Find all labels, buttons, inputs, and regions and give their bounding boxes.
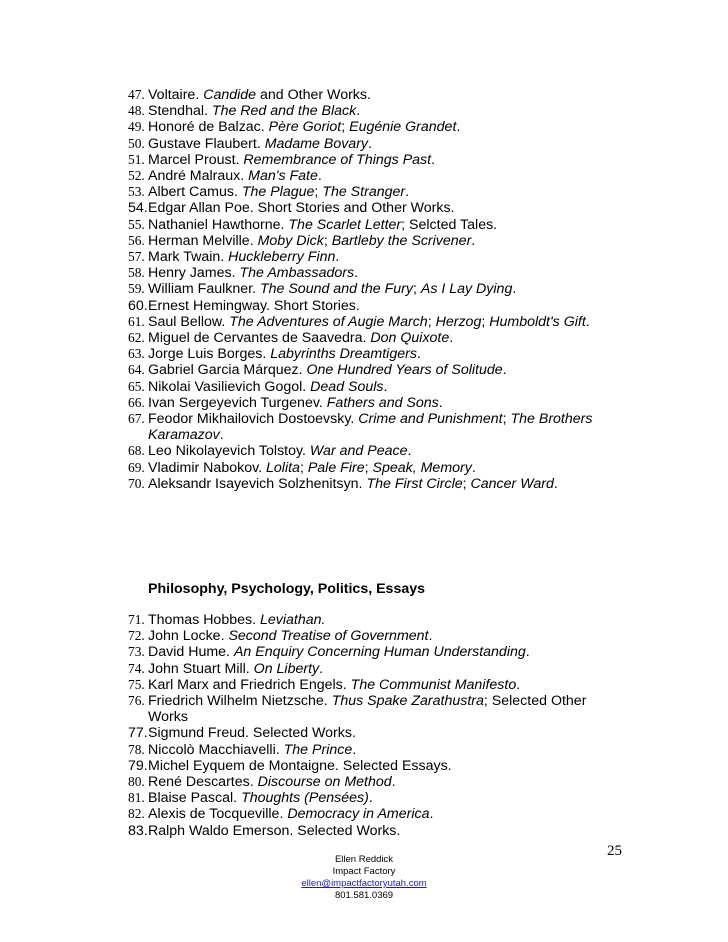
item-number: 53. <box>128 184 145 200</box>
item-text <box>148 460 476 476</box>
item-number: 50. <box>128 135 145 151</box>
item-text <box>148 612 325 628</box>
list-item <box>0 806 728 822</box>
item-text-segment: Miguel de Cervantes de Saavedra. <box>148 330 371 347</box>
list-item <box>0 103 728 119</box>
work-title: The Adventures of Augie March <box>229 313 428 330</box>
work-title: Fathers and Sons <box>326 394 439 411</box>
item-number: 60. <box>128 297 148 314</box>
work-title: Dead Souls <box>310 378 384 395</box>
item-number: 74. <box>128 660 145 676</box>
list-item <box>0 395 728 411</box>
item-text <box>148 693 586 725</box>
work-title: Democracy in America <box>287 806 430 823</box>
work-title: The Brothers Karamazov <box>148 411 593 444</box>
item-text-segment: René Descartes. <box>148 774 258 791</box>
item-text-segment: Honoré de Balzac. <box>148 119 269 136</box>
footer-name: Ellen Reddick <box>334 854 394 865</box>
item-text-segment: . <box>317 168 322 185</box>
item-number: 81. <box>128 790 145 806</box>
list-item <box>0 443 728 459</box>
item-text-segment: Niccolò Macchiavelli. <box>148 741 284 758</box>
item-number: 79. <box>128 757 148 774</box>
item-text-segment: Marcel Proust. <box>148 151 244 168</box>
item-text <box>148 644 530 660</box>
list-item <box>0 612 728 628</box>
item-number: 69. <box>128 459 145 475</box>
item-number: 80. <box>128 774 145 790</box>
list-item <box>0 87 728 103</box>
list-item <box>0 758 728 774</box>
list-item <box>0 644 728 660</box>
work-title: The Sound and the Fury <box>259 281 413 298</box>
item-text <box>148 249 339 265</box>
item-number: 73. <box>128 644 145 660</box>
work-title: The Ambassadors <box>239 265 355 282</box>
item-text-segment: Saul Bellow. <box>148 313 230 330</box>
list-item <box>0 217 728 233</box>
item-text <box>148 217 497 233</box>
work-title: The Red and the Black <box>211 103 357 120</box>
work-title: Second Treatise of Government <box>228 628 429 645</box>
list-item <box>0 152 728 168</box>
list-item <box>0 661 728 677</box>
item-text-segment: Albert Camus. <box>148 184 242 201</box>
item-text-segment: Leo Nikolayevich Tolstoy. <box>148 443 310 460</box>
work-title: An Enquiry Concerning Human Understanding <box>233 644 526 661</box>
work-title: Candide <box>203 87 257 103</box>
item-number: 76. <box>128 693 145 709</box>
item-text-segment: Thomas Hobbes. <box>148 612 260 628</box>
item-text-segment: Stendhal. <box>148 103 212 120</box>
work-title: Thoughts (Pensées) <box>241 790 369 807</box>
item-text <box>148 136 372 152</box>
item-text-segment: . <box>431 151 436 168</box>
item-text <box>148 661 323 677</box>
item-text <box>148 443 411 459</box>
footer <box>0 854 728 902</box>
item-text-segment: Aleksandr Isayevich Solzhenitsyn. <box>148 475 367 492</box>
work-title: Huckleberry Finn <box>228 249 336 266</box>
item-text-segment: . <box>456 119 461 136</box>
item-text-segment: Herman Melville. <box>148 232 258 249</box>
item-text-segment: Gustave Flaubert. <box>148 135 265 152</box>
item-text-segment: Nathaniel Hawthorne. <box>148 216 289 233</box>
list-item <box>0 265 728 281</box>
item-text <box>148 184 409 200</box>
item-number: 82. <box>128 806 145 822</box>
work-title: Cancer Ward <box>470 475 554 492</box>
item-text-segment: ; <box>364 459 373 476</box>
item-text <box>148 379 387 395</box>
item-text-segment: Gabriel Garcia Márquez. <box>148 362 307 379</box>
item-text <box>148 823 400 839</box>
list-item <box>0 628 728 644</box>
item-text <box>148 725 356 741</box>
item-text-segment: Feodor Mikhailovich Dostoevsky. <box>148 411 359 428</box>
item-number: 47. <box>128 87 145 102</box>
item-text-segment: Alexis de Tocqueville. <box>148 806 288 823</box>
item-text-segment: ; <box>462 475 471 492</box>
item-text-segment: ; Selected Other Works <box>148 693 587 726</box>
list-item <box>0 823 728 839</box>
item-text-segment: Henry James. <box>148 265 240 282</box>
list-item <box>0 379 728 395</box>
item-text-segment: . <box>319 660 324 677</box>
item-text-segment: ; <box>299 459 308 476</box>
item-text <box>148 411 592 443</box>
item-text-segment: Friedrich Wilhelm Nietzsche. <box>148 693 332 710</box>
item-text <box>148 119 460 135</box>
item-text-segment: . <box>525 644 530 661</box>
work-title: The Prince <box>283 741 353 758</box>
reading-list-literature <box>0 87 728 492</box>
list-item <box>0 200 728 216</box>
item-text <box>148 200 455 216</box>
work-title: Herzog <box>435 313 482 330</box>
list-item <box>0 136 728 152</box>
item-text <box>148 281 516 297</box>
item-text <box>148 265 358 281</box>
item-text-segment: . <box>428 628 433 645</box>
item-text <box>148 628 432 644</box>
work-title: Discourse on Method <box>257 774 392 791</box>
list-item <box>0 693 728 725</box>
item-text-segment: and Other Works. <box>256 87 371 103</box>
item-text-segment: Vladimir Nabokov. <box>148 459 267 476</box>
work-title: The Stranger <box>322 184 406 201</box>
work-title: The Plague <box>241 184 315 201</box>
item-text <box>148 774 396 790</box>
item-number: 75. <box>128 676 145 692</box>
item-number: 70. <box>128 475 145 491</box>
item-text <box>148 330 453 346</box>
item-text-segment: ; Selcted Tales. <box>401 216 498 233</box>
item-number: 77. <box>128 725 148 742</box>
item-number: 52. <box>128 168 145 184</box>
item-number: 71. <box>128 612 145 627</box>
work-title: Bartleby the Scrivener <box>331 232 472 249</box>
item-text-segment: Edgar Allan Poe. Short Stories and Other Works. <box>148 200 455 217</box>
work-title: One Hundred Years of Solitude <box>306 362 503 379</box>
section-heading: Philosophy, Psychology, Politics, Essays <box>148 581 426 597</box>
list-item <box>0 460 728 476</box>
item-text-segment: . <box>429 806 434 823</box>
item-number: 62. <box>128 330 145 346</box>
item-text-segment: . <box>449 330 454 347</box>
item-text-segment: . <box>368 790 373 807</box>
item-number: 49. <box>128 119 145 135</box>
work-title: Humboldt's Gift <box>489 313 586 330</box>
item-number: 61. <box>128 313 145 329</box>
item-text-segment: . <box>356 103 361 120</box>
list-item <box>0 362 728 378</box>
list-item <box>0 346 728 362</box>
work-title: War and Peace <box>309 443 408 460</box>
list-item <box>0 774 728 790</box>
work-title: Speak, Memory <box>372 459 472 476</box>
item-text <box>148 314 590 330</box>
item-text-segment: ; <box>314 184 323 201</box>
item-text-segment: Ernest Hemingway. Short Stories. <box>148 297 360 314</box>
item-text-segment: . <box>516 676 521 693</box>
footer-email-link[interactable]: ellen@impactfactoryutah.com <box>301 878 427 889</box>
item-text-segment: Voltaire. <box>148 87 204 103</box>
item-text-segment: Sigmund Freud. Selected Works. <box>148 725 356 742</box>
item-text-segment: Michel Eyquem de Montaigne. Selected Essays. <box>148 757 452 774</box>
item-text-segment: ; <box>502 411 511 428</box>
item-text <box>148 395 443 411</box>
work-title: The Communist Manifesto <box>350 676 517 693</box>
item-text-segment: Mark Twain. <box>148 249 229 266</box>
item-text-segment: ; <box>341 119 350 136</box>
work-title: Man's Fate <box>248 168 318 185</box>
item-text-segment: . <box>352 741 357 758</box>
item-text-segment: . <box>407 443 412 460</box>
item-text <box>148 346 421 362</box>
item-text-segment: David Hume. <box>148 644 234 661</box>
item-number: 68. <box>128 443 145 459</box>
reading-list-philosophy <box>0 612 728 839</box>
work-title: Don Quixote <box>370 330 450 347</box>
list-item <box>0 790 728 806</box>
work-title: On Liberty <box>253 660 320 677</box>
item-text <box>148 790 373 806</box>
item-number: 54. <box>128 200 148 217</box>
item-text-segment: . <box>219 427 224 444</box>
item-number: 57. <box>128 249 145 265</box>
item-text-segment: . <box>438 394 443 411</box>
item-text-segment: . <box>368 135 372 152</box>
list-item <box>0 742 728 758</box>
item-number: 56. <box>128 232 145 248</box>
work-title: Madame Bovary <box>264 135 369 152</box>
list-item <box>0 725 728 741</box>
list-item <box>0 298 728 314</box>
list-item <box>0 233 728 249</box>
item-text-segment: . <box>335 249 340 266</box>
item-text-segment: ; <box>412 281 421 298</box>
footer-phone: 801.581.0369 <box>334 890 394 901</box>
work-title: The Scarlet Letter <box>288 216 402 233</box>
item-text-segment: . <box>383 378 388 395</box>
work-title: Père Goriot <box>268 119 342 136</box>
work-title: As I Lay Dying <box>420 281 513 298</box>
work-title: Labyrinths Dreamtigers <box>270 346 417 363</box>
item-text <box>148 152 435 168</box>
work-title: Lolita <box>266 459 300 476</box>
item-text <box>148 87 371 103</box>
work-title: Pale Fire <box>307 459 365 476</box>
item-text-segment: . <box>512 281 517 298</box>
work-title: Crime and Punishment <box>358 411 503 428</box>
list-item <box>0 184 728 200</box>
item-number: 48. <box>128 103 145 119</box>
item-text-segment: . <box>553 475 558 492</box>
item-number: 58. <box>128 265 145 281</box>
item-text <box>148 742 356 758</box>
item-number: 66. <box>128 394 145 410</box>
item-text-segment: Blaise Pascal. <box>148 790 242 807</box>
list-item <box>0 476 728 492</box>
item-text <box>148 298 360 314</box>
item-text <box>148 103 360 119</box>
item-text-segment: . <box>471 459 476 476</box>
item-number: 72. <box>128 628 145 644</box>
list-item <box>0 314 728 330</box>
item-text-segment: Nikolai Vasilievich Gogol. <box>148 378 311 395</box>
item-text-segment: William Faulkner. <box>148 281 260 298</box>
item-number: 67. <box>128 411 145 427</box>
item-text <box>148 758 452 774</box>
item-number: 64. <box>128 362 145 378</box>
item-text-segment: Ralph Waldo Emerson. Selected Works. <box>148 822 401 839</box>
item-text-segment: John Locke. <box>148 628 229 645</box>
item-text <box>148 362 507 378</box>
item-text-segment: . <box>405 184 410 201</box>
work-title: Moby Dick <box>257 232 324 249</box>
list-item <box>0 411 728 443</box>
item-text-segment: ; <box>323 232 332 249</box>
list-item <box>0 330 728 346</box>
work-title: Thus Spake Zarathustra <box>331 693 484 710</box>
item-number: 83. <box>128 822 148 839</box>
list-item <box>0 281 728 297</box>
item-number: 55. <box>128 216 145 232</box>
item-text-segment: John Stuart Mill. <box>148 660 254 677</box>
item-text-segment: ; <box>427 313 436 330</box>
list-item <box>0 249 728 265</box>
work-title: Remembrance of Things Past <box>243 151 432 168</box>
item-text-segment: ; <box>481 313 490 330</box>
item-number: 65. <box>128 378 145 394</box>
item-text-segment: André Malraux. <box>148 168 249 185</box>
work-title: The First Circle <box>366 475 463 492</box>
item-text-segment: Ivan Sergeyevich Turgenev. <box>148 394 327 411</box>
item-text <box>148 233 475 249</box>
item-text-segment: . <box>502 362 507 379</box>
item-number: 78. <box>128 741 145 757</box>
item-number: 63. <box>128 346 145 362</box>
item-text-segment: Jorge Luis Borges. <box>148 346 271 363</box>
item-number: 51. <box>128 151 145 167</box>
item-number: 59. <box>128 281 145 297</box>
list-item <box>0 168 728 184</box>
item-text-segment: . <box>391 774 396 791</box>
footer-company: Impact Factory <box>332 866 396 877</box>
item-text <box>148 806 433 822</box>
item-text <box>148 476 558 492</box>
item-text <box>148 677 520 693</box>
item-text <box>148 168 322 184</box>
list-item <box>0 119 728 135</box>
work-title: Leviathan. <box>259 612 326 628</box>
item-text-segment: . <box>416 346 421 363</box>
work-title: Eugénie Grandet <box>349 119 457 136</box>
page-number: 25 <box>607 843 622 859</box>
item-text-segment: . <box>354 265 359 282</box>
item-text-segment: Karl Marx and Friedrich Engels. <box>148 676 351 693</box>
item-text-segment: . <box>585 313 590 330</box>
item-text-segment: . <box>471 232 476 249</box>
list-item <box>0 677 728 693</box>
